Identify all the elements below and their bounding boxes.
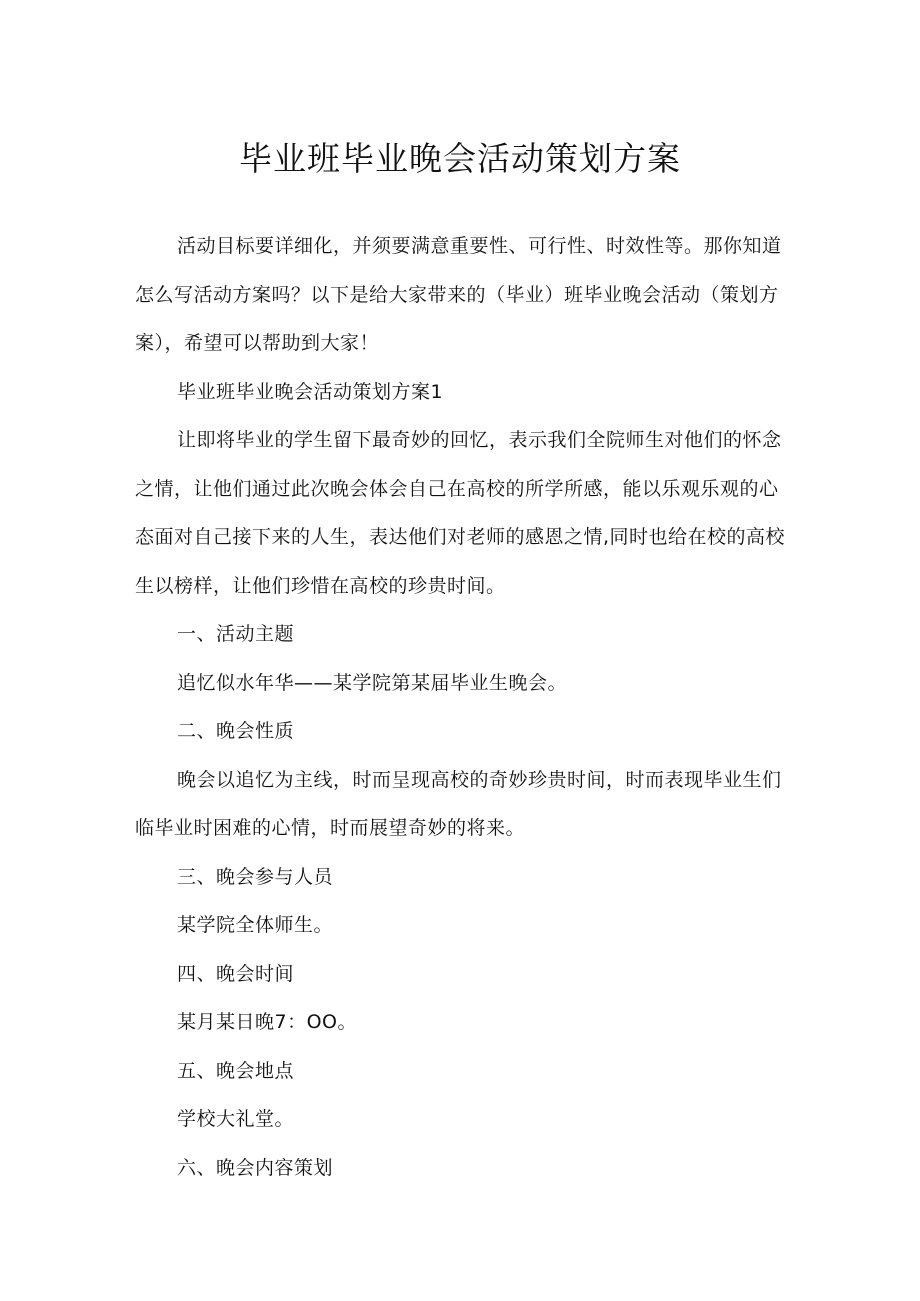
document-body: [135, 222, 790, 1192]
section-heading-theme: 一、活动主题: [177, 623, 295, 645]
section-heading-venue: 五、晚会地点: [177, 1059, 295, 1082]
section-heading-content: 六、晚会内容策划: [177, 1156, 334, 1179]
section-heading-nature: 二、晚会性质: [177, 720, 295, 742]
section-body-participants: 某学院全体师生。: [177, 914, 334, 936]
section-body-nature: 晚会以追忆为主线，时而呈现高校的奇妙珍贵时间，时而表现毕业生们临毕业时困难的心情，时而展望奇妙的将来。: [135, 768, 782, 839]
plan-subtitle: 毕业班毕业晚会活动策划方案1: [177, 380, 444, 403]
section-heading-time: 四、晚会时间: [177, 962, 295, 985]
intro-paragraph: 活动目标要详细化，并须要满意重要性、可行性、时效性等。那你知道怎么写活动方案吗？以下是给大家带来的（毕业）班毕业晚会活动（策划方案），希望可以帮助到大家！: [135, 235, 782, 354]
section-body-venue: 学校大礼堂。: [177, 1108, 295, 1130]
section-body-theme: 追忆似水年华——某学院第某届毕业生晚会。: [177, 671, 568, 694]
purpose-paragraph: 让即将毕业的学生留下最奇妙的回忆，表示我们全院师生对他们的怀念之情，让他们通过此次晚会体会自己在高校的所学所感，能以乐观乐观的心态面对自己接下来的人生，表达他们对老师的感恩之情,同时也给在校的高校生以榜样，让他们珍惜在高校的珍贵时间。: [135, 429, 786, 597]
section-body-time: 某月某日晚7：OO。: [177, 1011, 357, 1033]
document-title: 毕业班毕业晚会活动策划方案: [239, 139, 681, 178]
section-heading-participants: 三、晚会参与人员: [177, 865, 334, 888]
